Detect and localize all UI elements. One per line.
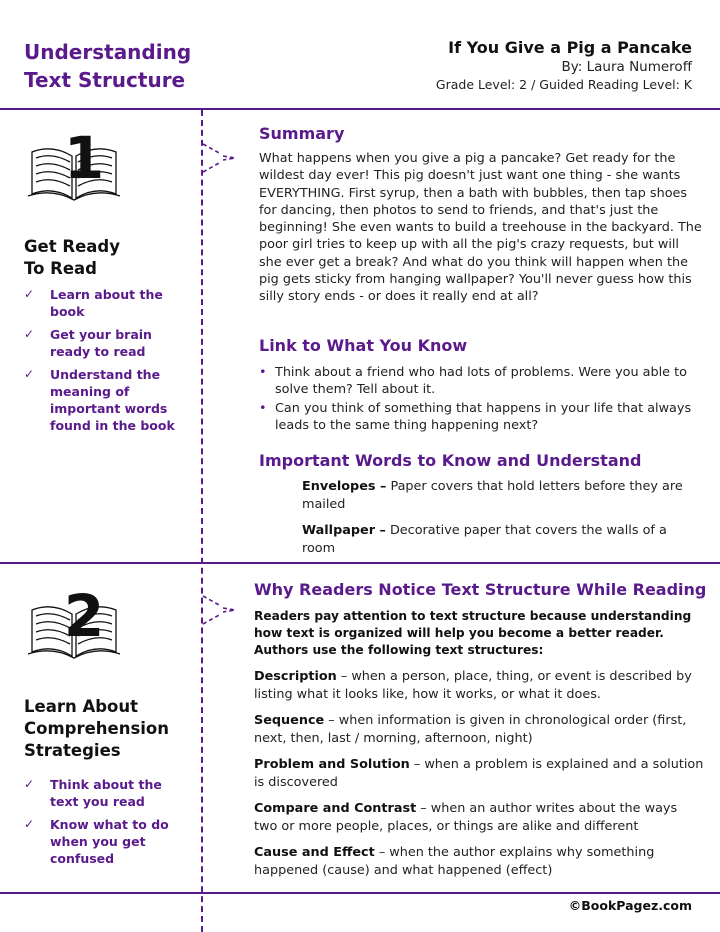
dashed-arrow-icon	[201, 138, 241, 178]
dashed-arrow-icon	[201, 590, 241, 630]
reading-level: Grade Level: 2 / Guided Reading Level: K	[435, 77, 692, 92]
page-title-line-1: Understanding	[24, 40, 192, 64]
text-structure-title: Why Readers Notice Text Structure While Reading	[254, 580, 707, 599]
divider-bottom	[0, 892, 720, 894]
checkmark-icon: ✓	[24, 287, 35, 301]
vocabulary-entry	[302, 522, 702, 557]
book-author: By: Laura Numeroff	[561, 59, 692, 75]
step-2-number: 2	[63, 582, 105, 650]
checkmark-icon: ✓	[24, 327, 35, 341]
checklist-item	[24, 816, 194, 867]
copyright-footer[interactable]: ©BookPagez.com	[568, 898, 692, 913]
page-title-line-2: Text Structure	[24, 68, 186, 92]
step-2-heading-line-3: Strategies	[24, 741, 121, 760]
checklist-item-text: Learn about the book	[50, 287, 163, 319]
link-title: Link to What You Know	[259, 336, 468, 355]
structure-term: Compare and Contrast	[254, 801, 417, 816]
checklist-item-text: Know what to do when you get confused	[50, 817, 169, 866]
bullet-icon: •	[259, 401, 267, 416]
vocabulary-definition: Decorative paper that covers the walls of a room	[302, 523, 667, 556]
structure-term: Cause and Effect	[254, 845, 375, 860]
structure-definition: – when a problem is explained and a solution is discovered	[254, 757, 704, 790]
list-item-text: Can you think of something that happens in your life that always leads to the same thing happening next?	[275, 401, 692, 433]
step-1-checklist	[24, 286, 194, 440]
summary-title: Summary	[259, 124, 345, 143]
checkmark-icon: ✓	[24, 367, 35, 381]
bullet-icon: •	[259, 365, 267, 380]
checklist-item-text: Get your brain ready to read	[50, 327, 152, 359]
structure-entry	[254, 756, 704, 791]
step-1-number: 1	[63, 124, 105, 192]
checklist-item	[24, 366, 194, 434]
link-list	[259, 364, 705, 436]
structure-term: Problem and Solution	[254, 757, 410, 772]
divider-top	[0, 108, 720, 110]
step-2-checklist	[24, 776, 194, 873]
vocabulary-list	[302, 478, 702, 566]
page-header	[0, 0, 720, 108]
structure-entry	[254, 800, 704, 835]
step-1-heading	[24, 236, 120, 280]
structure-definition: – when a person, place, thing, or event is described by listing what it looks like, how it works, or what it does.	[254, 669, 692, 702]
structure-entry	[254, 712, 704, 747]
step-1-heading-line-2: To Read	[24, 259, 97, 278]
book-title: If You Give a Pig a Pancake	[448, 38, 692, 57]
important-words-title: Important Words to Know and Understand	[259, 451, 642, 470]
structure-definition: – when information is given in chronological order (first, next, then, last / morning, afternoon, night)	[254, 713, 687, 746]
step-2-heading	[24, 696, 169, 762]
checklist-item	[24, 326, 194, 360]
structure-entry	[254, 844, 704, 879]
checkmark-icon: ✓	[24, 817, 35, 831]
checklist-item	[24, 286, 194, 320]
step-1-heading-line-1: Get Ready	[24, 237, 120, 256]
list-item-text: Think about a friend who had lots of problems. Were you able to solve them? Tell about it.	[275, 365, 687, 397]
text-structure-list	[254, 668, 704, 888]
vocabulary-term: Wallpaper –	[302, 523, 386, 538]
checklist-item	[24, 776, 194, 810]
vocabulary-definition: Paper covers that hold letters before they are mailed	[302, 479, 683, 512]
step-2-heading-line-1: Learn About	[24, 697, 139, 716]
structure-entry	[254, 668, 704, 703]
list-item	[259, 364, 705, 398]
text-structure-intro: Readers pay attention to text structure because understanding how text is organized will help you become a better reader. Authors use the following text structures:	[254, 609, 692, 657]
open-book-icon	[24, 580, 124, 660]
list-item	[259, 400, 705, 434]
checkmark-icon: ✓	[24, 777, 35, 791]
vocabulary-term: Envelopes –	[302, 479, 387, 494]
book-info	[436, 38, 692, 93]
open-book-icon	[24, 122, 124, 202]
page-title	[24, 38, 191, 94]
structure-definition: – when an author writes about the ways two or more people, places, or things are alike and different	[254, 801, 678, 834]
step-2-heading-line-2: Comprehension	[24, 719, 170, 738]
column-divider	[201, 110, 203, 932]
structure-term: Description	[254, 669, 337, 684]
checklist-item-text: Think about the text you read	[50, 777, 162, 809]
checklist-item-text: Understand the meaning of important words found in the book	[50, 367, 175, 433]
structure-term: Sequence	[254, 713, 325, 728]
vocabulary-entry	[302, 478, 702, 513]
summary-text: What happens when you give a pig a pancake? Get ready for the wildest day ever! This pig doesn't just want one thing - she wants EVERYTHING. First syrup, then a bath with bubbles, then tap shoes for dancing, then photos to send to friends, and that's just the beginning! She even wants to build a treehouse in the backyard. The poor girl tries to keep up with all the pig's crazy requests, but will she ever get a break? And what do you think will happen when the pig gets sticky from hanging wallpaper? You'll never guess how this silly story ends - or does it really end at all?	[259, 151, 702, 305]
structure-definition: – when the author explains why something happened (cause) and what happened (effect)	[254, 845, 655, 878]
